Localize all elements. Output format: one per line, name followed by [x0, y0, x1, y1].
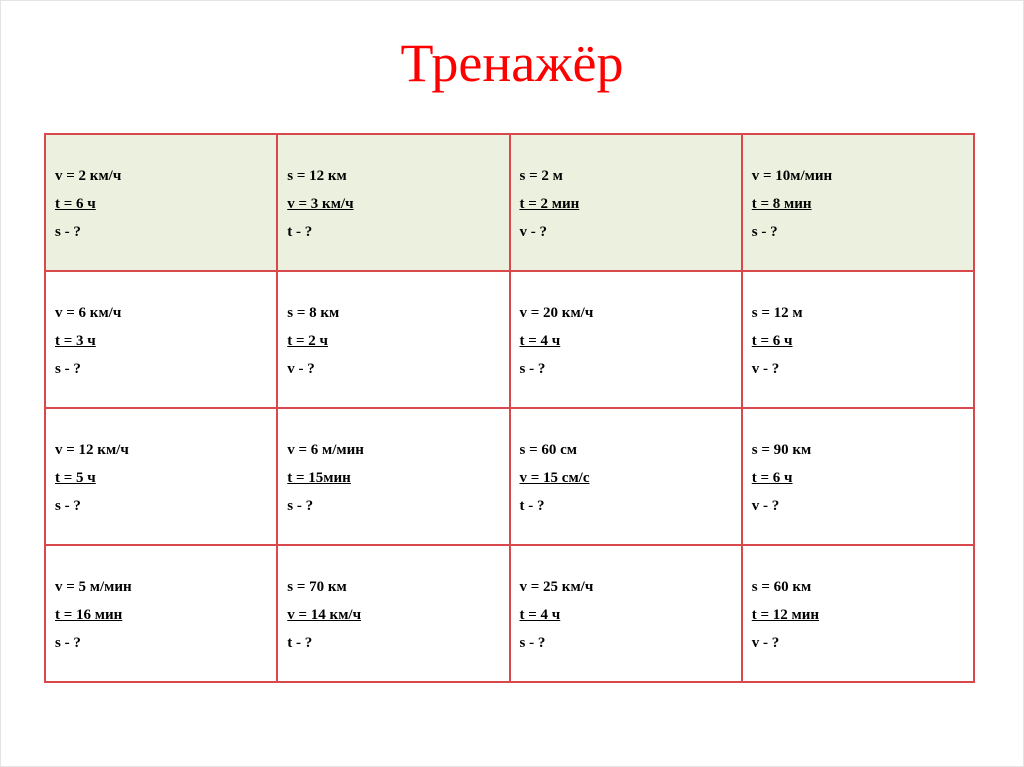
table-cell — [742, 134, 974, 271]
question-line: s - ? — [55, 498, 81, 514]
given-line: t = 6 ч — [55, 196, 96, 212]
table-cell — [510, 408, 742, 545]
given-line: v = 15 см/с — [519, 470, 590, 486]
given-line: t = 4 ч — [519, 607, 561, 623]
given-line: t = 3 ч — [55, 333, 96, 349]
table-row — [45, 134, 974, 271]
table-cell — [45, 134, 277, 271]
table-cell — [277, 134, 509, 271]
table-cell — [45, 545, 277, 682]
question-line: t - ? — [287, 635, 313, 651]
question-line: v - ? — [751, 498, 780, 514]
table-cell — [45, 271, 277, 408]
question-line: s - ? — [55, 635, 81, 651]
given-line: s = 8 км — [287, 305, 340, 321]
given-line: t = 12 мин — [751, 607, 820, 623]
given-line: s = 12 км — [287, 168, 347, 184]
table-cell — [742, 271, 974, 408]
question-line: v - ? — [287, 361, 315, 377]
given-line: s = 70 км — [287, 579, 347, 595]
given-line: t = 8 мин — [751, 196, 812, 212]
given-line: s = 60 км — [751, 579, 812, 595]
given-line: s = 12 м — [751, 305, 803, 321]
given-line: v = 6 м/мин — [287, 442, 364, 458]
table-row — [45, 271, 974, 408]
given-line: s = 90 км — [751, 442, 812, 458]
table-cell — [742, 408, 974, 545]
question-line: s - ? — [55, 224, 81, 240]
given-line: v = 14 км/ч — [287, 607, 362, 623]
question-line: s - ? — [519, 635, 546, 651]
table-cell — [277, 271, 509, 408]
question-line: v - ? — [519, 224, 547, 240]
table-cell — [742, 545, 974, 682]
question-line: v - ? — [751, 635, 780, 651]
question-line: t - ? — [519, 498, 545, 514]
table-row — [45, 545, 974, 682]
table-cell — [510, 545, 742, 682]
question-line: t - ? — [287, 224, 313, 240]
question-line: s - ? — [55, 361, 81, 377]
given-line: t = 4 ч — [519, 333, 561, 349]
given-line: t = 6 ч — [751, 333, 793, 349]
given-line: v = 25 км/ч — [519, 579, 594, 595]
table-row — [45, 408, 974, 545]
given-line: t = 15мин — [287, 470, 351, 486]
given-line: v = 10м/мин — [751, 168, 833, 184]
question-line: s - ? — [519, 361, 546, 377]
exercise-table — [44, 133, 975, 683]
given-line: v = 12 км/ч — [55, 442, 129, 458]
given-line: v = 3 км/ч — [287, 196, 354, 212]
given-line: t = 16 мин — [55, 607, 123, 623]
given-line: v = 6 км/ч — [55, 305, 122, 321]
given-line: v = 20 км/ч — [519, 305, 594, 321]
table-cell — [45, 408, 277, 545]
table-cell — [277, 545, 509, 682]
slide-title: Тренажёр — [400, 33, 624, 93]
given-line: t = 6 ч — [751, 470, 793, 486]
table-cell — [277, 408, 509, 545]
given-line: s = 2 м — [519, 168, 563, 184]
given-line: t = 2 ч — [287, 333, 329, 349]
given-line: t = 5 ч — [55, 470, 96, 486]
given-line: t = 2 мин — [519, 196, 580, 212]
question-line: v - ? — [751, 361, 780, 377]
given-line: v = 2 км/ч — [55, 168, 122, 184]
given-line: s = 60 см — [519, 442, 578, 458]
question-line: s - ? — [287, 498, 314, 514]
given-line: v = 5 м/мин — [55, 579, 132, 595]
question-line: s - ? — [751, 224, 778, 240]
table-cell — [510, 134, 742, 271]
table-cell — [510, 271, 742, 408]
